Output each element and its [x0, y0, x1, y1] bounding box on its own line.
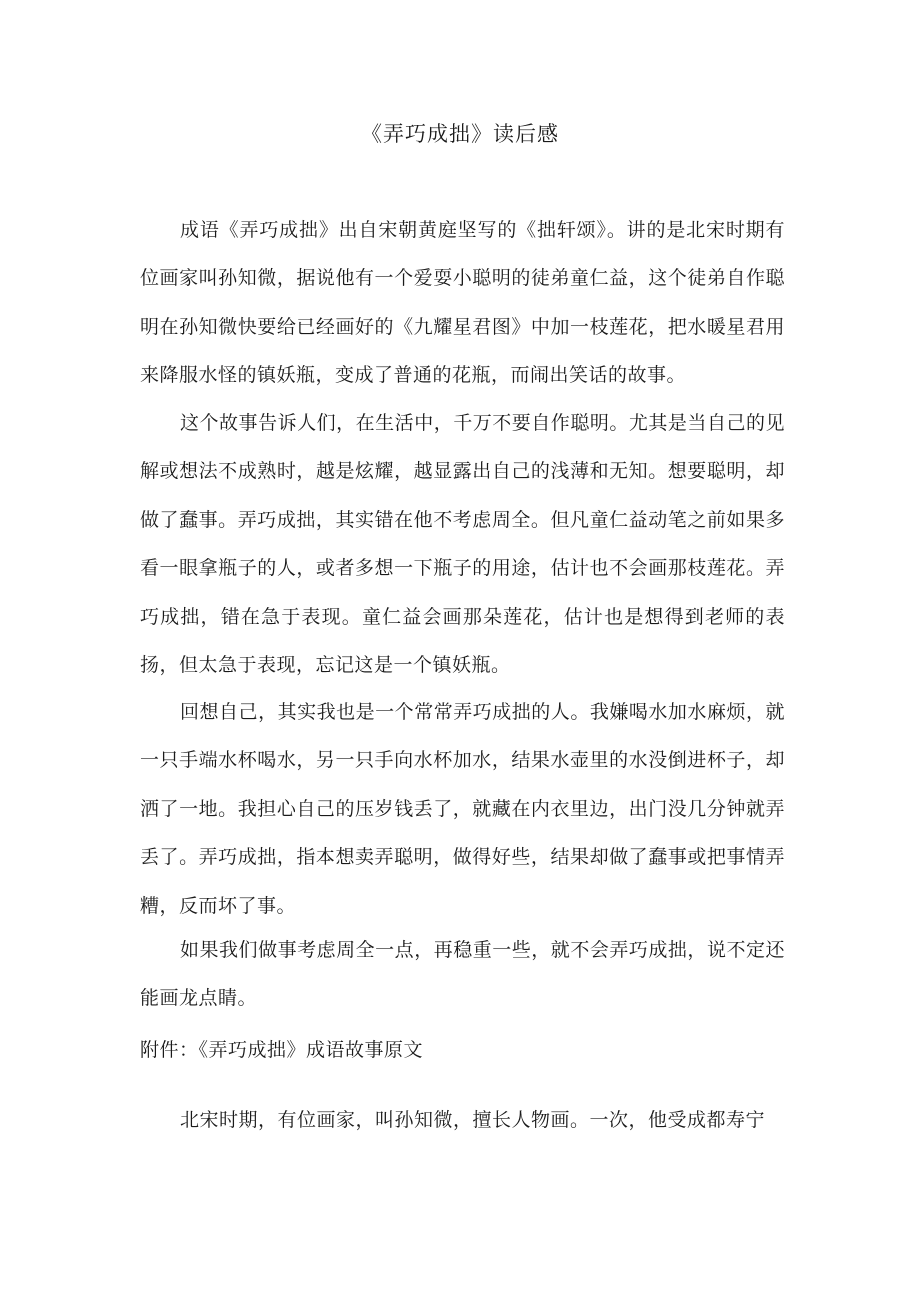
- page-title: 《弄巧成拙》读后感: [361, 122, 559, 146]
- paragraph-lesson: 这个故事告诉人们，在生活中，千万不要自作聪明。尤其是当自己的见解或想法不成熟时，越是炫耀，越显露出自己的浅薄和无知。想要聪明，却做了蠢事。弄巧成拙，其实错在他不考虑周全。但凡童仁益动笔之前如果多看一眼拿瓶子的人，或者多想一下瓶子的用途，估计也不会画那枝莲花。弄巧成拙，错在急于表现。童仁益会画那朵莲花，估计也是想得到老师的表扬，但太急于表现，忘记这是一个镇妖瓶。: [140, 412, 785, 677]
- appendix-heading: 附件：《弄巧成拙》成语故事原文: [140, 1039, 424, 1061]
- paragraph-origin: 成语《弄巧成拙》出自宋朝黄庭坚写的《拙轩颂》。讲的是北宋时期有位画家叫孙知微，据说他有一个爱耍小聪明的徒弟童仁益，这个徒弟自作聪明在孙知微快要给已经画好的《九耀星君图》中加一枝莲花，把水暖星君用来降服水怪的镇妖瓶，变成了普通的花瓶，而闹出笑话的故事。: [140, 219, 785, 387]
- appendix-paragraph: 北宋时期，有位画家，叫孙知微，擅长人物画。一次，他受成都寿宁: [180, 1109, 766, 1131]
- paragraph-conclusion: 如果我们做事考虑周全一点，再稳重一些，就不会弄巧成拙，说不定还能画龙点睛。: [140, 939, 785, 1010]
- paragraph-reflection: 回想自己，其实我也是一个常常弄巧成拙的人。我嫌喝水加水麻烦，就一只手端水杯喝水，另一只手向水杯加水，结果水壶里的水没倒进杯子，却洒了一地。我担心自己的压岁钱丢了，就藏在内衣里边，出门没几分钟就弄丢了。弄巧成拙，指本想卖弄聪明，做得好些，结果却做了蠢事或把事情弄糟，反而坏了事。: [140, 701, 785, 917]
